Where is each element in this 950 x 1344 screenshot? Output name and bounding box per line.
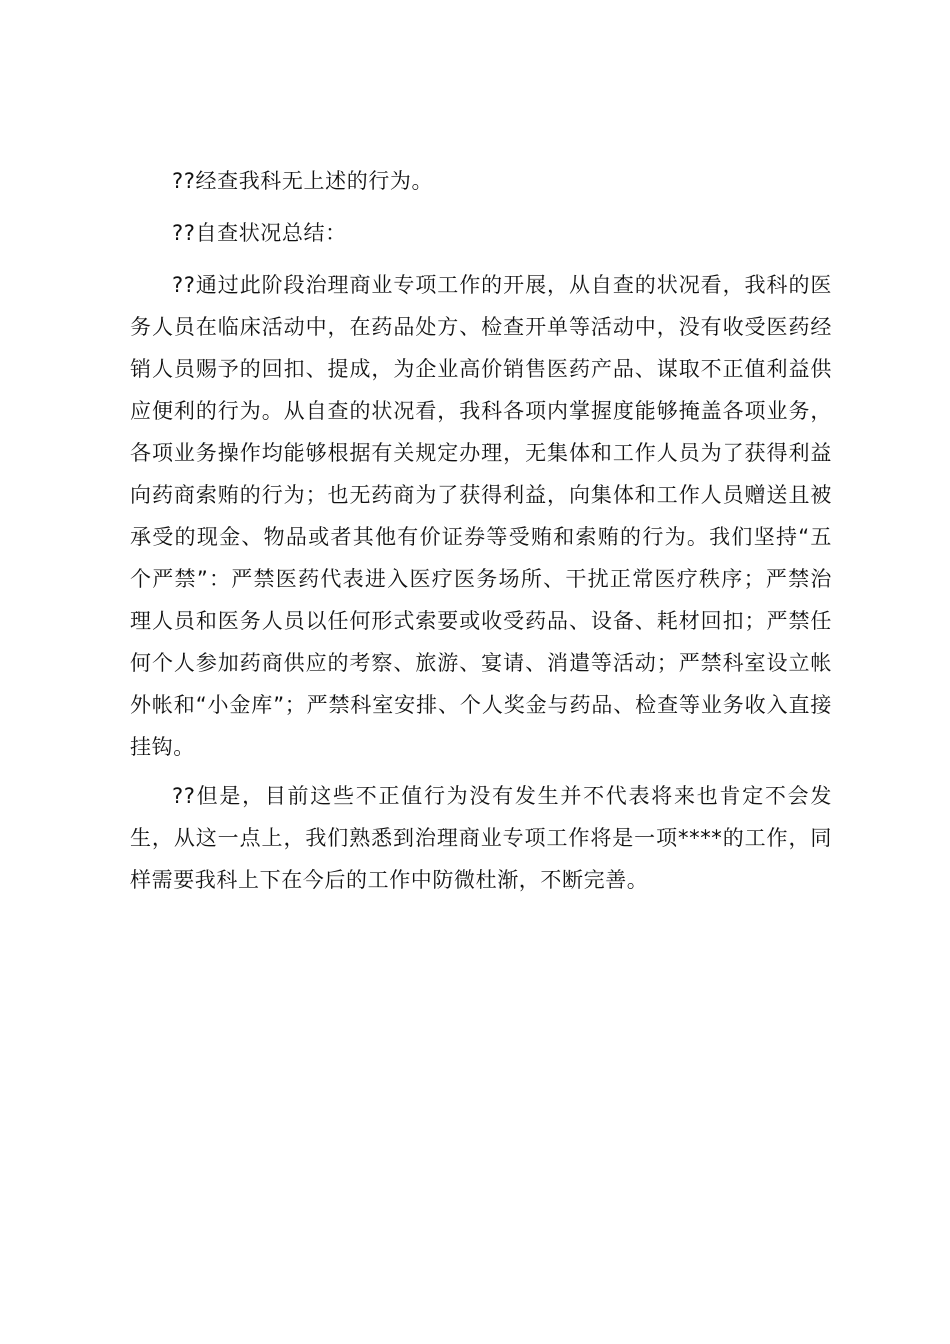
- paragraph-summary-heading: ??自查状况总结：: [172, 221, 347, 245]
- paragraph-self-check-result: ??经查我科无上述的行为。: [172, 169, 434, 193]
- paragraph-conclusion: ??但是，目前这些不正值行为没有发生并不代表将来也肯定不会发生，从这一点上，我们熟悉到治理商业专项工作将是一项****的工作，同样需要我科上下在今后的工作中防微杜渐，不断完善。: [130, 784, 832, 892]
- document-body: [130, 160, 832, 901]
- paragraph-summary-body: ??通过此阶段治理商业专项工作的开展，从自查的状况看，我科的医务人员在临床活动中，在药品处方、检查开单等活动中，没有收受医药经销人员赐予的回扣、提成，为企业高价销售医药产品、谋取不正值利益供应便利的行为。从自查的状况看，我科各项内掌握度能够掩盖各项业务，各项业务操作均能够根据有关规定办理，无集体和工作人员为了获得利益向药商索贿的行为；也无药商为了获得利益，向集体和工作人员赠送且被承受的现金、物品或者其他有价证券等受贿和索贿的行为。我们坚持“五个严禁”：严禁医药代表进入医疗医务场所、干扰正常医疗秩序；严禁治理人员和医务人员以任何形式索要或收受药品、设备、耗材回扣；严禁任何个人参加药商供应的考察、旅游、宴请、消遣等活动；严禁科室设立帐外帐和“小金库”；严禁科室安排、个人奖金与药品、检查等业务收入直接挂钩。: [130, 273, 832, 759]
